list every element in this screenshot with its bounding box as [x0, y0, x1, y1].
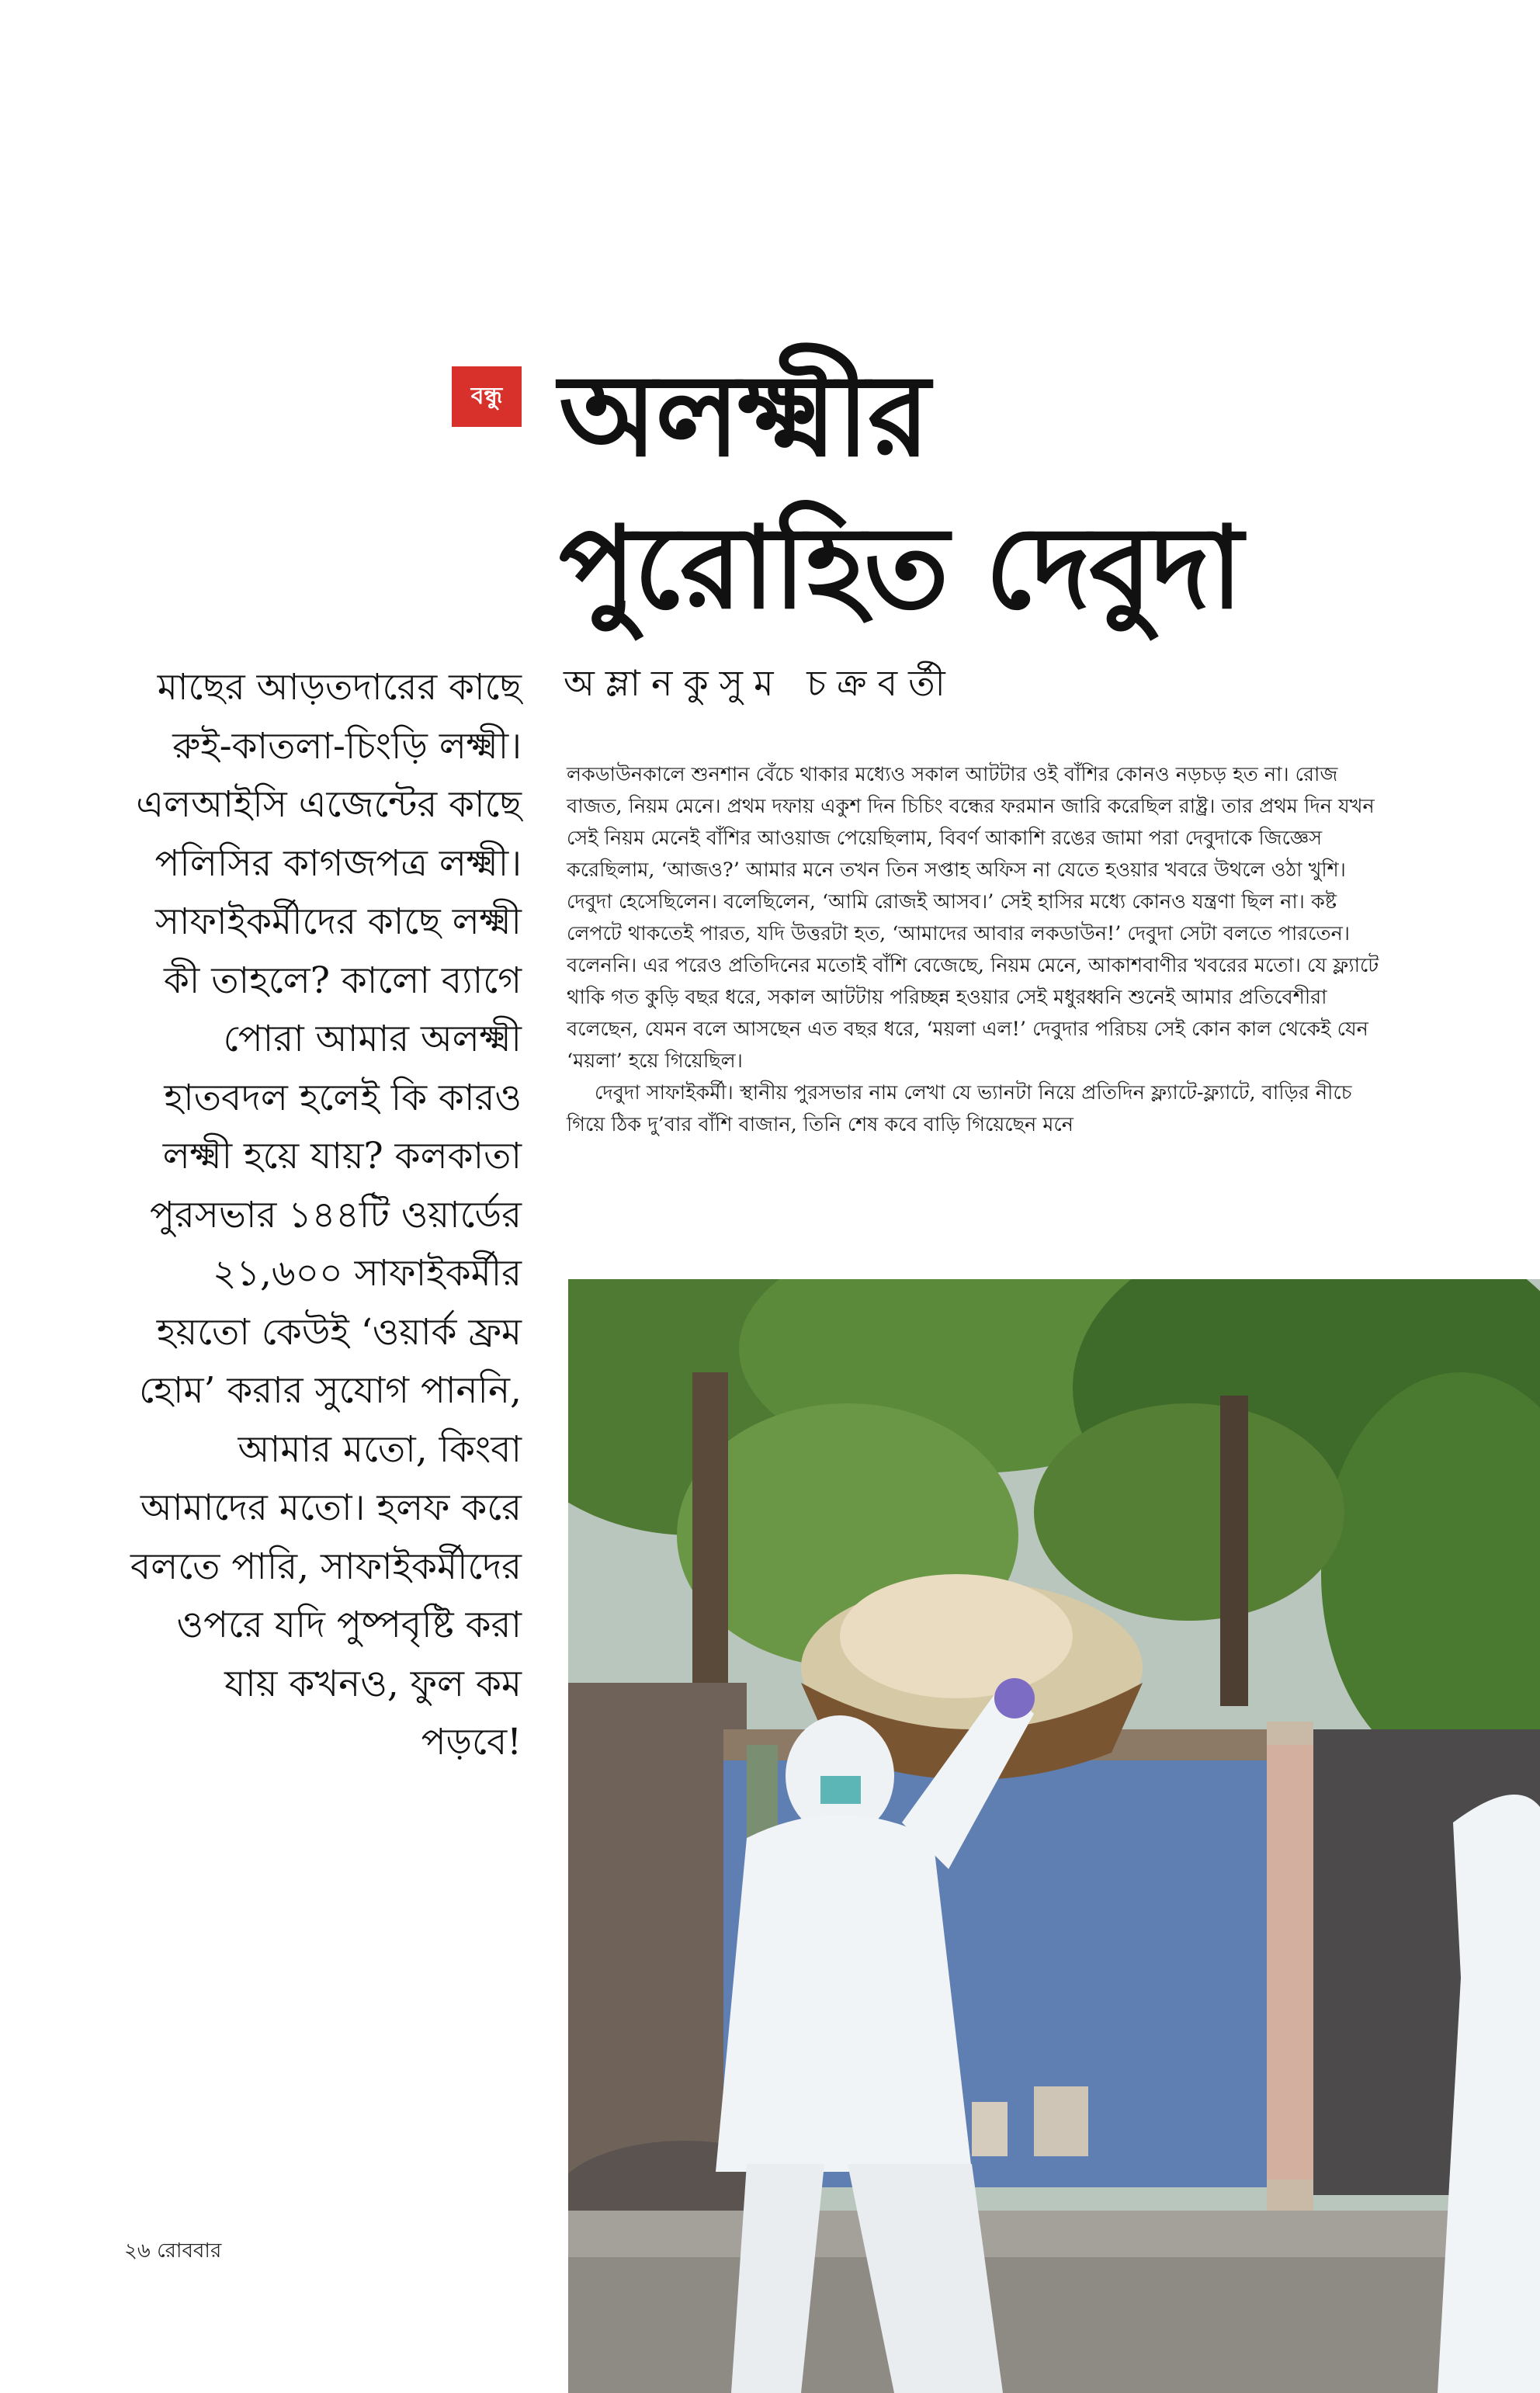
article-photo: [568, 1279, 1540, 2393]
headline-line-1: অলক্ষ্মীর: [559, 350, 929, 482]
byline: অম্লানকুসুম চক্রবর্তী: [564, 662, 956, 704]
page-folio: ২৬ রোববার: [124, 2239, 222, 2263]
headline: [559, 340, 1335, 644]
body-paragraph-1: লকডাউনকালে শুনশান বেঁচে থাকার মধ্যেও সকাল আটটার ওই বাঁশির কোনও নড়চড় হত না। রোজ বাজত, নিয়ম মেনে। প্রথম দফায় একুশ দিন চিচিং বন্ধের ফরমান জারি করেছিল রাষ্ট্র। তার প্রথম দিন যখন সেই নিয়ম মেনেই বাঁশির আওয়াজ পেয়েছিলাম, বিবর্ণ আকাশি রঙের জামা পরা দেবুদাকে জিজ্ঞেস করেছিলাম, ‘আজও?’ আমার মনে তখন তিন সপ্তাহ অফিস না যেতে হওয়ার খবরে উথলে ওঠা খুশি। দেবুদা হেসেছিলেন। বলেছিলেন, ‘আমি রোজই আসব।’ সেই হাসির মধ্যে কোনও যন্ত্রণা ছিল না। কষ্ট লেপটে থাকতেই পারত, যদি উত্তরটা হত, ‘আমাদের আবার লকডাউন!’ দেবুদা সেটা বলতে পারতেন। বলেননি। এর পরেও প্রতিদিনের মতোই বাঁশি বেজেছে, নিয়ম মেনে, আকাশবাণীর খবরের মতো। যে ফ্ল্যাটে থাকি গত কুড়ি বছর ধরে, সকাল আটটায় পরিচ্ছন্ন হওয়ার সেই মধুরধ্বনি শুনেই আমার প্রতিবেশীরা বলেছেন, যেমন বলে আসছেন এত বছর ধরে, ‘ময়লা এল!’ দেবুদার পরিচয় সেই কোন কাল থেকেই যেন ‘ময়লা’ হয়ে গিয়েছিল।: [567, 763, 1379, 1073]
section-tag: বন্ধু: [452, 366, 522, 427]
headline-line-2: পুরোহিত দেবুদা: [559, 502, 1242, 634]
body-paragraph-2: দেবুদা সাফাইকর্মী। স্থানীয় পুরসভার নাম লেখা যে ভ্যানটা নিয়ে প্রতিদিন ফ্ল্যাটে-ফ্ল্যাটে, বাড়ির নীচে গিয়ে ঠিক দু’বার বাঁশি বাজান, তিনি শেষ কবে বাড়ি গিয়েছেন মনে: [567, 1081, 1352, 1136]
pull-quote: মাছের আড়তদারের কাছে রুই-কাতলা-চিংড়ি লক্ষ্মী। এলআইসি এজেন্টের কাছে পলিসির কাগজপত্র লক্ষ্মী। সাফাইকর্মীদের কাছে লক্ষ্মী কী তাহলে? কালো ব্যাগে পোরা আমার অলক্ষ্মী হাতবদল হলেই কি কারও লক্ষ্মী হয়ে যায়? কলকাতা পুরসভার ১৪৪টি ওয়ার্ডের ২১,৬০০ সাফাইকর্মীর হয়তো কেউই ‘ওয়ার্ক ফ্রম হোম’ করার সুযোগ পাননি, আমার মতো, কিংবা আমাদের মতো। হলফ করে বলতে পারি, সাফাইকর্মীদের ওপরে যদি পুষ্পবৃষ্টি করা যায় কখনও, ফুল কম পড়বে!: [130, 666, 522, 1764]
article-body: [567, 759, 1382, 1141]
